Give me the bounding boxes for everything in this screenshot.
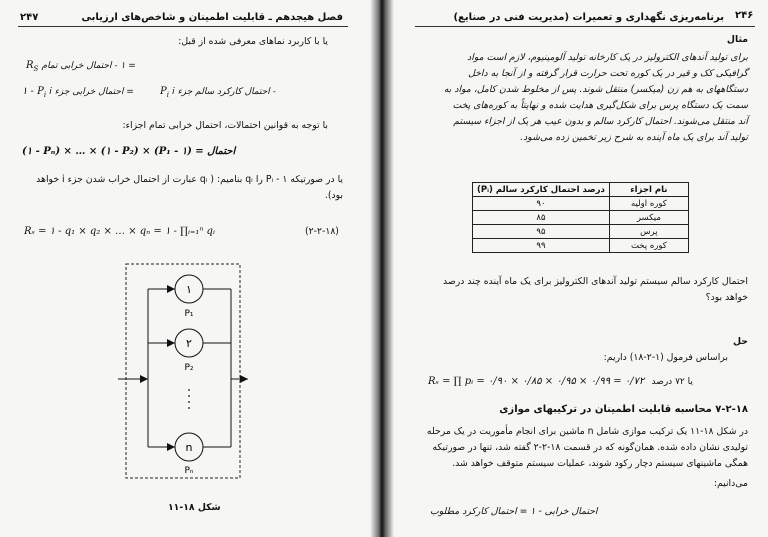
section-line-3: همگی ماشینهای سیستم دچار رکود شوند، عملیات سیستم متوقف خواهد شد. [452,458,748,469]
table-header: درصد احتمال کارکرد سالم (Pᵢ) [473,183,610,197]
right-header-rule [415,26,755,27]
question-line-1: احتمال کارکرد سالم سیستم تولید آندهای الکترولیز برای یک ماه آینده چند درصد [443,276,748,287]
left-header-title: فصل هیجدهم ـ قابلیت اطمینان و شاخص‌های ارزیابی [81,12,343,23]
node-1 [148,275,231,319]
final-equation: احتمال خرابی - ۱ = احتمال کارکرد مطلوب [430,506,598,517]
table-cell: میکسر [609,211,688,225]
reliability-table [472,182,689,253]
node-n-id: n [185,441,193,454]
table-cell: کوره پخت [609,239,688,253]
solution-equation: Rₛ = ∏ pᵢ = ۰/۹۰ × ۰/۸۵ × ۰/۹۵ × ۰/۹۹ = ۰/۷۲ یا ۷۲ درصد [428,376,693,387]
node-n-label: Pₙ [184,466,194,476]
node-1-id: ۱ [186,283,192,296]
table-cell: پرس [609,225,688,239]
left-header-rule [18,26,348,27]
equation-all-fail: احتمال = (۱ - P₁) × (۱ - P₂) × … × (۱ - Pₙ) [22,146,236,157]
equation-number: (۲-۲-۱۸) [305,226,339,237]
table-cell: ۹۹ [473,239,610,253]
node-2-label: P₂ [184,363,194,373]
table-cell: ۸۵ [473,211,610,225]
table-cell: ۹۵ [473,225,610,239]
node-n [148,433,231,476]
example-line-6: تولید آند برای یک ماه آینده به شرح زیر تخمین زده می‌شود. [520,132,748,143]
equation-parallel-reliability: Rₛ = ۱ - q₁ × q₂ × … × qₙ = ۱ - ∏ᵢ₌₁ⁿ qᵢ [24,226,215,237]
table-cell: ۹۰ [473,197,610,211]
book-spine [370,0,394,537]
table-row [473,197,689,211]
solution-heading: حل [733,336,748,347]
section-line-1: در شکل ۱۸-۱۱ یک ترکیب موازی شامل n ماشین برای انجام مأموریت در یک مرحله [426,426,748,437]
node-2-id: ۲ [186,337,192,350]
right-header-title: برنامه‌ریزی نگهداری و تعمیرات (مدیریت فنی در صنایع) [453,12,724,23]
table-row [473,211,689,225]
left-page-number: ۲۴۷ [20,12,39,23]
table-header: نام اجزاء [609,183,688,197]
example-line-2: گرافیکی کک و قیر در یک کوره تحت حرارت قرار گرفته و از آنجا به داخل [468,68,748,79]
example-line-4: سمت یک دستگاه پرس برای شکل‌گیری هدایت شده و نهایتاً به کوره‌های پخت [452,100,748,111]
example-heading: مثال [726,34,748,45]
node-2 [148,329,231,373]
section-line-2: تولیدی نشان داده شده. همان‌گونه که در قسمت ۱۸-۲-۲ گفته شد، تنها در صورتیکه [432,442,748,453]
equation-rs-definition: $R_S$ = ۱ - احتمال خرابی تمام [26,60,136,73]
table-cell: کوره اولیه [609,197,688,211]
example-line-5: آند منتقل می‌شوند. احتمال کارکرد سالم و بدون عیب هر یک از اجزاء سیستم [453,116,748,127]
section-line-4: می‌دانیم: [713,478,748,489]
definition-failure-prob: ۱ - $P_i$ = احتمال خرابی جزء i [22,86,134,99]
question-line-2: خواهد بود؟ [705,292,748,303]
parallel-system-diagram [118,262,248,484]
left-paragraph-2-line2: بود). [324,190,343,201]
example-line-1: برای تولید آندهای الکترولیز در یک کارخانه تولید آلومینیوم، لازم است مواد [467,52,748,63]
right-page-number: ۲۴۶ [735,10,754,21]
table-header-row [473,183,689,197]
example-line-3: دستگاههای به هم زن (میکسر) منتقل شوند. پس از مخلوط شدن کامل، مواد به [443,84,748,95]
input-arrow [140,375,148,383]
solution-text: براساس فرمول (۱-۲-۱۸) داریم: [603,352,728,363]
table-row [473,239,689,253]
left-intro-text: یا با کاربرد نماهای معرفی شده از قبل: [178,36,328,47]
ellipsis-dots [188,389,190,409]
section-heading: ۷-۲-۱۸ محاسبه قابلیت اطمینان در ترکیبهای موازی [499,404,748,415]
node-1-label: P₁ [184,309,194,319]
left-paragraph-1: با توجه به قوانین احتمالات، احتمال خرابی تمام اجزاء: [122,120,328,131]
definition-success-prob: $P_i$ - احتمال کارکرد سالم جزء i [160,86,276,99]
output-arrow [240,375,248,383]
table-row [473,225,689,239]
figure-caption: شکل ۱۸-۱۱ [168,502,221,513]
left-paragraph-2-line1: یا در صورتیکه P‎ᵢ - ۱ را q‎ᵢ بنامیم: ( q‎ᵢ عبارت از احتمال خراب شدن جزء i خواهد [36,174,343,185]
